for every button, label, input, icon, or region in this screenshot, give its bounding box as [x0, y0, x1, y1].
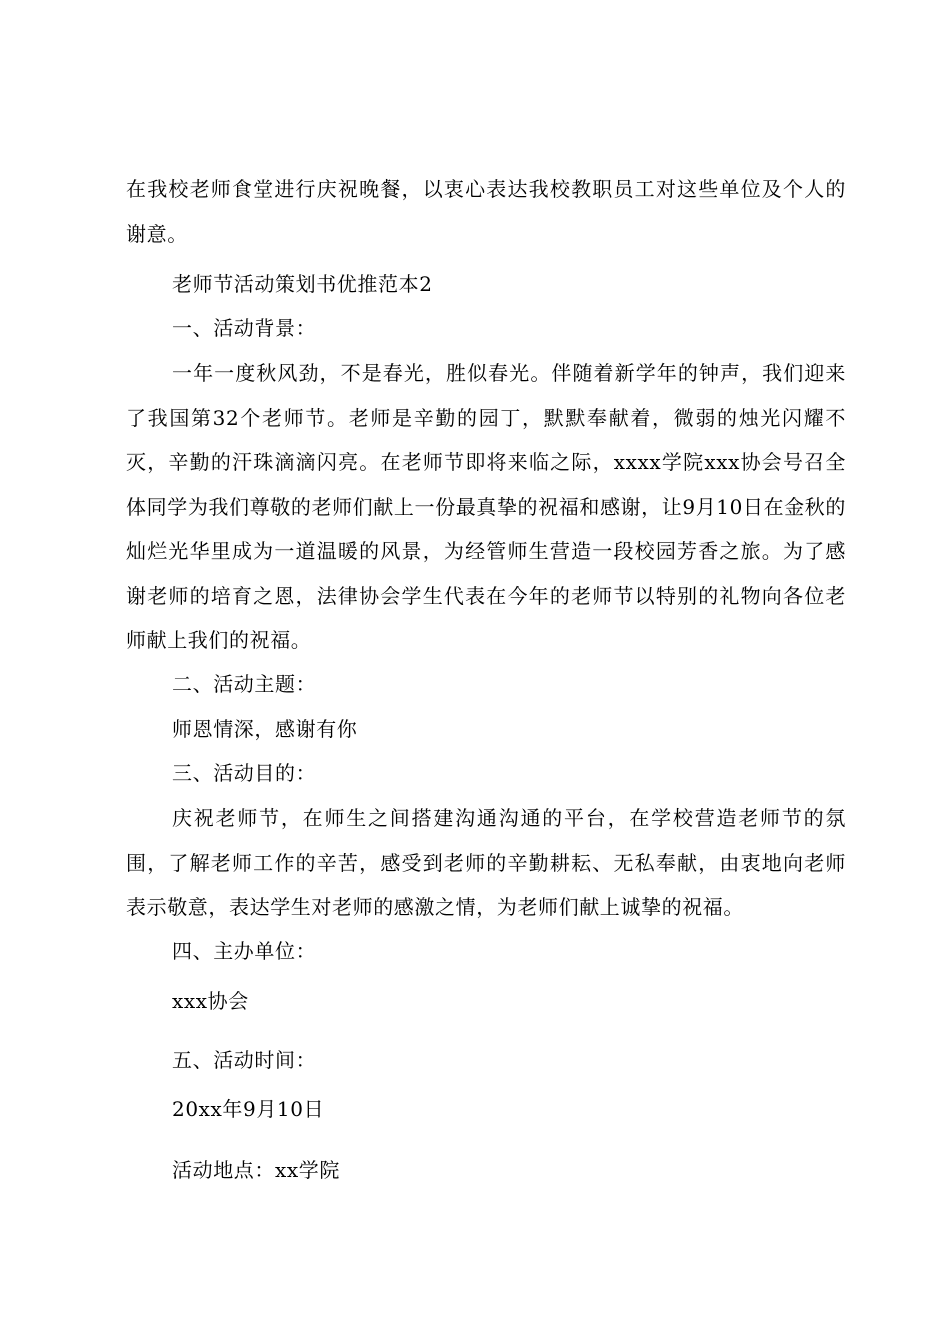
- section5-body: 20xx年9月10日: [172, 1097, 325, 1121]
- document-title: 老师节活动策划书优推范本2: [172, 272, 433, 296]
- section3-heading: 三、活动目的：: [172, 761, 317, 785]
- location-line: 活动地点：xx学院: [172, 1158, 340, 1182]
- section2-heading: 二、活动主题：: [172, 672, 317, 696]
- section2-body: 师恩情深，感谢有你: [172, 717, 358, 741]
- section4-body: xxx协会: [172, 989, 249, 1013]
- section4-heading: 四、主办单位：: [172, 939, 317, 963]
- intro-paragraph: 在我校老师食堂进行庆祝晚餐，以衷心表达我校教职员工对这些单位及个人的谢意。: [126, 177, 846, 246]
- section1-body: 一年一度秋风劲，不是春光，胜似春光。伴随着新学年的钟声，我们迎来了我国第32个老师节。老师是辛勤的园丁，默默奉献着，微弱的烛光闪耀不灭，辛勤的汗珠滴滴闪亮。在老师节即将来临之际，xxxx学院xxx协会号召全体同学为我们尊敬的老师们献上一份最真挚的祝福和感谢，让9月10日在金秋的灿烂光华里成为一道温暖的风景，为经管师生营造一段校园芳香之旅。为了感谢老师的培育之恩，法律协会学生代表在今年的老师节以特别的礼物向各位老师献上我们的祝福。: [126, 361, 846, 652]
- section1-heading: 一、活动背景：: [172, 316, 317, 340]
- section5-heading: 五、活动时间：: [172, 1048, 317, 1072]
- section3-body: 庆祝老师节，在师生之间搭建沟通沟通的平台，在学校营造老师节的氛围，了解老师工作的辛苦，感受到老师的辛勤耕耘、无私奉献，由衷地向老师表示敬意，表达学生对老师的感激之情，为老师们献上诚挚的祝福。: [126, 806, 846, 919]
